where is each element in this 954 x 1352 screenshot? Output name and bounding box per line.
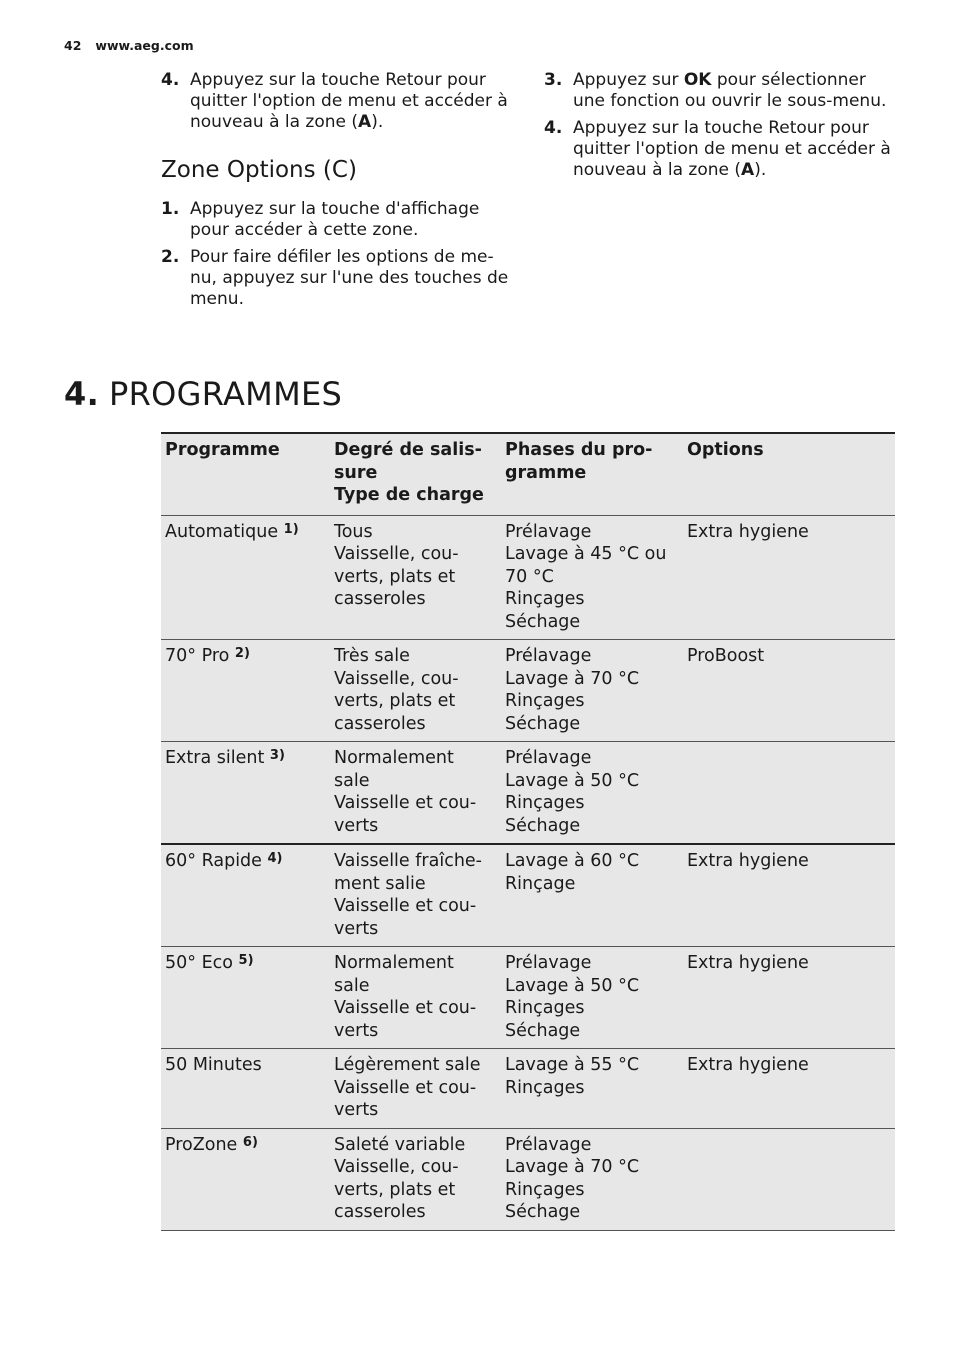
options-cell: ProBoost xyxy=(683,640,895,742)
cell-line: Lavage à 45 °C ou xyxy=(505,544,667,564)
soil-cell xyxy=(330,742,501,845)
table-header-row xyxy=(161,433,895,515)
cell-line: Rinçage xyxy=(505,873,576,894)
program-cell xyxy=(161,742,330,845)
soil-cell xyxy=(330,1128,501,1230)
table-row xyxy=(161,844,895,947)
cell-line: Lavage à 50 °C xyxy=(505,975,640,996)
cell-line: verts xyxy=(334,918,379,939)
footnote-ref: 6) xyxy=(242,1134,258,1150)
cell-line: Prélavage xyxy=(505,521,592,542)
list-item xyxy=(544,118,896,181)
phases-cell xyxy=(501,1049,683,1129)
section-title xyxy=(64,372,342,416)
page-header xyxy=(64,38,194,53)
section-heading: PROGRAMMES xyxy=(109,375,343,413)
soil-cell xyxy=(330,515,501,640)
cell-line: Rinçages xyxy=(505,998,585,1018)
soil-cell xyxy=(330,1049,501,1129)
table-row xyxy=(161,742,895,845)
cell-line: Saleté variable xyxy=(334,1134,466,1155)
header-text: Programme xyxy=(165,440,280,460)
cell-line: Séchage xyxy=(505,611,581,632)
item-number: 4. xyxy=(161,70,180,90)
column-header xyxy=(683,433,895,515)
soil-cell xyxy=(330,844,501,947)
soil-cell xyxy=(330,640,501,742)
program-name: 50° Eco xyxy=(165,953,233,973)
item-number: 2. xyxy=(161,247,180,267)
header-text: Degré de salis- xyxy=(334,440,482,460)
options-cell: Extra hygiene xyxy=(683,515,895,640)
cell-line: casseroles xyxy=(334,589,426,609)
cell-line: Rinçages xyxy=(505,691,585,711)
cell-line: casseroles xyxy=(334,713,426,734)
cell-line: sale xyxy=(334,770,370,791)
zone-options-heading: Zone Options (C) xyxy=(161,157,357,183)
item-text: Pour faire défiler les options de me-nu, appuyez sur l'une des touches de menu. xyxy=(190,247,509,309)
cell-line: Lavage à 70 °C xyxy=(505,668,640,689)
phases-cell xyxy=(501,640,683,742)
options-cell xyxy=(683,742,895,845)
table-row xyxy=(161,1049,895,1129)
cell-line: verts xyxy=(334,1020,379,1041)
cell-line: Normalement xyxy=(334,748,454,768)
column-header xyxy=(501,433,683,515)
table-row xyxy=(161,947,895,1049)
programmes-table xyxy=(161,432,895,1231)
cell-line: verts, plats et xyxy=(334,691,456,711)
cell-line: Vaisselle, cou- xyxy=(334,544,459,564)
cell-line: Séchage xyxy=(505,1020,581,1041)
list-item xyxy=(161,70,513,133)
program-name: Automatique xyxy=(165,521,279,542)
cell-line: verts, plats et xyxy=(334,566,456,587)
item-text: Appuyez sur la touche Retour pour quitter l'option de menu et accéder à nouveau à la zone (A). xyxy=(190,70,508,132)
program-name: 60° Rapide xyxy=(165,851,262,871)
header-text: sure xyxy=(334,462,378,483)
program-name: 70° Pro xyxy=(165,646,230,666)
phases-cell xyxy=(501,515,683,640)
cell-line: Lavage à 60 °C xyxy=(505,851,640,871)
cell-line: Vaisselle, cou- xyxy=(334,668,459,689)
header-text: Phases du pro- xyxy=(505,440,653,460)
program-cell xyxy=(161,947,330,1049)
phases-cell xyxy=(501,1128,683,1230)
cell-line: casseroles xyxy=(334,1202,426,1222)
item-text: Appuyez sur la touche Retour pour quitter l'option de menu et accéder à nouveau à la zone (A). xyxy=(573,118,891,180)
soil-cell xyxy=(330,947,501,1049)
options-cell: Extra hygiene xyxy=(683,947,895,1049)
cell-line: Séchage xyxy=(505,713,581,734)
cell-line: Lavage à 55 °C xyxy=(505,1055,640,1075)
cell-line: Vaisselle et cou- xyxy=(334,896,477,916)
cell-line: Rinçages xyxy=(505,1077,585,1098)
options-cell xyxy=(683,1128,895,1230)
cell-line: Vaisselle, cou- xyxy=(334,1157,459,1177)
cell-line: Vaisselle et cou- xyxy=(334,998,477,1018)
options-cell: Extra hygiene xyxy=(683,1049,895,1129)
cell-line: Tous xyxy=(334,521,373,542)
cell-line: ment salie xyxy=(334,873,426,894)
program-name: ProZone xyxy=(165,1134,238,1155)
phases-cell xyxy=(501,742,683,845)
program-cell xyxy=(161,1049,330,1129)
column-header xyxy=(330,433,501,515)
header-text: Options xyxy=(687,440,764,460)
list-item xyxy=(544,70,896,112)
cell-line: Rinçages xyxy=(505,793,585,813)
cell-line: verts, plats et xyxy=(334,1179,456,1200)
program-cell xyxy=(161,844,330,947)
cell-line: Normalement xyxy=(334,953,454,973)
footnote-ref: 1) xyxy=(283,521,299,537)
cell-line: Lavage à 70 °C xyxy=(505,1157,640,1177)
table-row xyxy=(161,640,895,742)
options-cell: Extra hygiene xyxy=(683,844,895,947)
cell-line: sale xyxy=(334,975,370,996)
item-text: Appuyez sur OK pour sélectionner une fonction ou ouvrir le sous-menu. xyxy=(573,70,887,111)
cell-line: Séchage xyxy=(505,1202,581,1222)
program-name: Extra silent xyxy=(165,748,265,768)
column-header xyxy=(161,433,330,515)
program-cell xyxy=(161,515,330,640)
footnote-ref: 2) xyxy=(234,646,250,661)
list-item xyxy=(161,247,513,310)
list-item xyxy=(161,199,513,241)
cell-line: verts xyxy=(334,1100,379,1120)
table-row xyxy=(161,515,895,640)
section-number: 4. xyxy=(64,375,100,413)
cell-line: verts xyxy=(334,815,379,836)
cell-line: Très sale xyxy=(334,646,410,666)
cell-line: Séchage xyxy=(505,815,581,836)
right-column xyxy=(544,70,896,187)
cell-line: Prélavage xyxy=(505,953,592,973)
header-text: Type de charge xyxy=(334,485,484,505)
header-text: gramme xyxy=(505,462,587,483)
cell-line: Lavage à 50 °C xyxy=(505,770,640,791)
cell-line: Légèrement sale xyxy=(334,1055,481,1075)
cell-line: Vaisselle fraîche- xyxy=(334,851,482,871)
phases-cell xyxy=(501,947,683,1049)
item-text: Appuyez sur la touche d'affichage pour accéder à cette zone. xyxy=(190,199,480,240)
left-column xyxy=(161,70,513,316)
program-name: 50 Minutes xyxy=(165,1055,262,1075)
item-number: 1. xyxy=(161,199,180,219)
cell-line: Prélavage xyxy=(505,748,592,768)
cell-line: Vaisselle et cou- xyxy=(334,793,477,813)
page-number: 42 xyxy=(64,38,82,53)
footnote-ref: 5) xyxy=(238,953,254,968)
item-number: 4. xyxy=(544,118,563,138)
item-number: 3. xyxy=(544,70,563,90)
cell-line: Rinçages xyxy=(505,589,585,609)
table-row xyxy=(161,1128,895,1230)
cell-line: 70 °C xyxy=(505,566,554,587)
program-cell xyxy=(161,1128,330,1230)
footnote-ref: 3) xyxy=(269,748,285,763)
phases-cell xyxy=(501,844,683,947)
website-link[interactable]: www.aeg.com xyxy=(95,38,194,53)
cell-line: Prélavage xyxy=(505,1134,592,1155)
cell-line: Vaisselle et cou- xyxy=(334,1077,477,1098)
footnote-ref: 4) xyxy=(267,851,283,866)
program-cell xyxy=(161,640,330,742)
cell-line: Prélavage xyxy=(505,646,592,666)
cell-line: Rinçages xyxy=(505,1179,585,1200)
